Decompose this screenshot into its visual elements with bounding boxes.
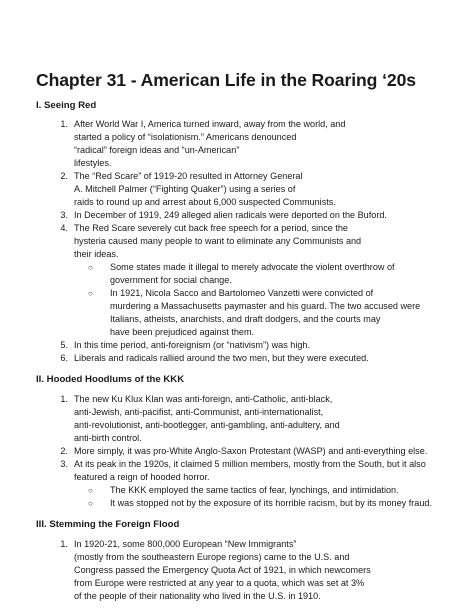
list-item-line: The Red Scare severely cut back free speech for a period, since the — [74, 223, 348, 233]
list-item-line: (mostly from the southeastern Europe regions) came to the U.S. and — [74, 552, 350, 562]
list-item-line: In December of 1919, 249 alleged alien radicals were deported on the Buford. — [74, 210, 387, 220]
list-item-line: government for social change. — [110, 275, 232, 285]
list-number: 6. — [60, 353, 68, 363]
list-item-line: lifestyles. — [74, 158, 112, 168]
list-item-line: of the people of their nationality who lived in the U.S. in 1910. — [74, 591, 321, 601]
chapter-title: Chapter 31 - American Life in the Roaring ‘20s — [36, 70, 416, 90]
list-item-line: A. Mitchell Palmer (“Fighting Quaker”) using a series of — [74, 184, 296, 194]
list-item-line: featured a reign of hooded horror. — [74, 472, 210, 482]
list-number: 1. — [60, 119, 68, 129]
list-item-line: More simply, it was pro-White Anglo-Saxon Protestant (WASP) and anti-everything else. — [74, 446, 428, 456]
list-item-line: Liberals and radicals rallied around the two men, but they were executed. — [74, 353, 369, 363]
hollow-circle-bullet-icon: ○ — [88, 263, 93, 272]
list-item-line: anti-revolutionist, anti-bootlegger, anti-gambling, anti-adultery, and — [74, 420, 340, 430]
list-number: 5. — [60, 340, 68, 350]
list-item-line: In this time period, anti-foreignism (or “nativism”) was high. — [74, 340, 311, 350]
list-item-line: their ideas. — [74, 249, 119, 259]
list-item-line: anti-birth control. — [74, 433, 142, 443]
list-number: 3. — [60, 210, 68, 220]
hollow-circle-bullet-icon: ○ — [88, 289, 93, 298]
list-item-line: anti-Jewish, anti-pacifist, anti-Communist, anti-internationalist, — [74, 407, 324, 417]
list-item-line: In 1920-21, some 800,000 European “New Immigrants” — [74, 539, 297, 549]
list-item-line: murdering a Massachusetts paymaster and his guard. The two accused were — [110, 301, 421, 311]
hollow-circle-bullet-icon: ○ — [88, 499, 93, 508]
list-item-line: started a policy of “isolationism.” Americans denounced — [74, 132, 297, 142]
list-item-line: After World War I, America turned inward, away from the world, and — [74, 119, 346, 129]
list-item-line: The “Red Scare” of 1919-20 resulted in Attorney General — [74, 171, 303, 181]
list-item-line: Congress passed the Emergency Quota Act of 1921, in which newcomers — [74, 565, 371, 575]
list-item-line: The KKK employed the same tactics of fear, lynchings, and intimidation. — [110, 485, 399, 495]
section-heading: III. Stemming the Foreign Flood — [36, 519, 180, 530]
list-item-line: At its peak in the 1920s, it claimed 5 million members, mostly from the South, but it also — [74, 459, 426, 469]
list-item-line: It was stopped not by the exposure of its horrible racism, but by its money fraud. — [110, 498, 432, 508]
list-number: 1. — [60, 539, 68, 549]
list-number: 3. — [60, 459, 68, 469]
list-number: 2. — [60, 446, 68, 456]
hollow-circle-bullet-icon: ○ — [88, 486, 93, 495]
section-heading: II. Hooded Hoodlums of the KKK — [36, 374, 185, 385]
list-number: 1. — [60, 394, 68, 404]
list-item-line: The new Ku Klux Klan was anti-foreign, anti-Catholic, anti-black, — [74, 394, 333, 404]
list-item-line: In 1921, Nicola Sacco and Bartolomeo Vanzetti were convicted of — [110, 288, 374, 298]
list-item-line: raids to round up and arrest about 6,000 suspected Communists. — [74, 197, 336, 207]
list-item-line: have been prejudiced against them. — [110, 327, 255, 337]
list-number: 4. — [60, 223, 68, 233]
list-number: 2. — [60, 171, 68, 181]
section-heading: I. Seeing Red — [36, 100, 97, 111]
list-item-line: Some states made it illegal to merely advocate the violent overthrow of — [110, 262, 395, 272]
list-item-line: “radical” foreign ideas and “un-American” — [74, 145, 240, 155]
list-item-line: hysteria caused many people to want to eliminate any Communists and — [74, 236, 362, 246]
list-item-line: from Europe were restricted at any year to a quota, which was set at 3% — [74, 578, 365, 588]
list-item-line: Italians, atheists, anarchists, and draft dodgers, and the courts may — [110, 314, 381, 324]
